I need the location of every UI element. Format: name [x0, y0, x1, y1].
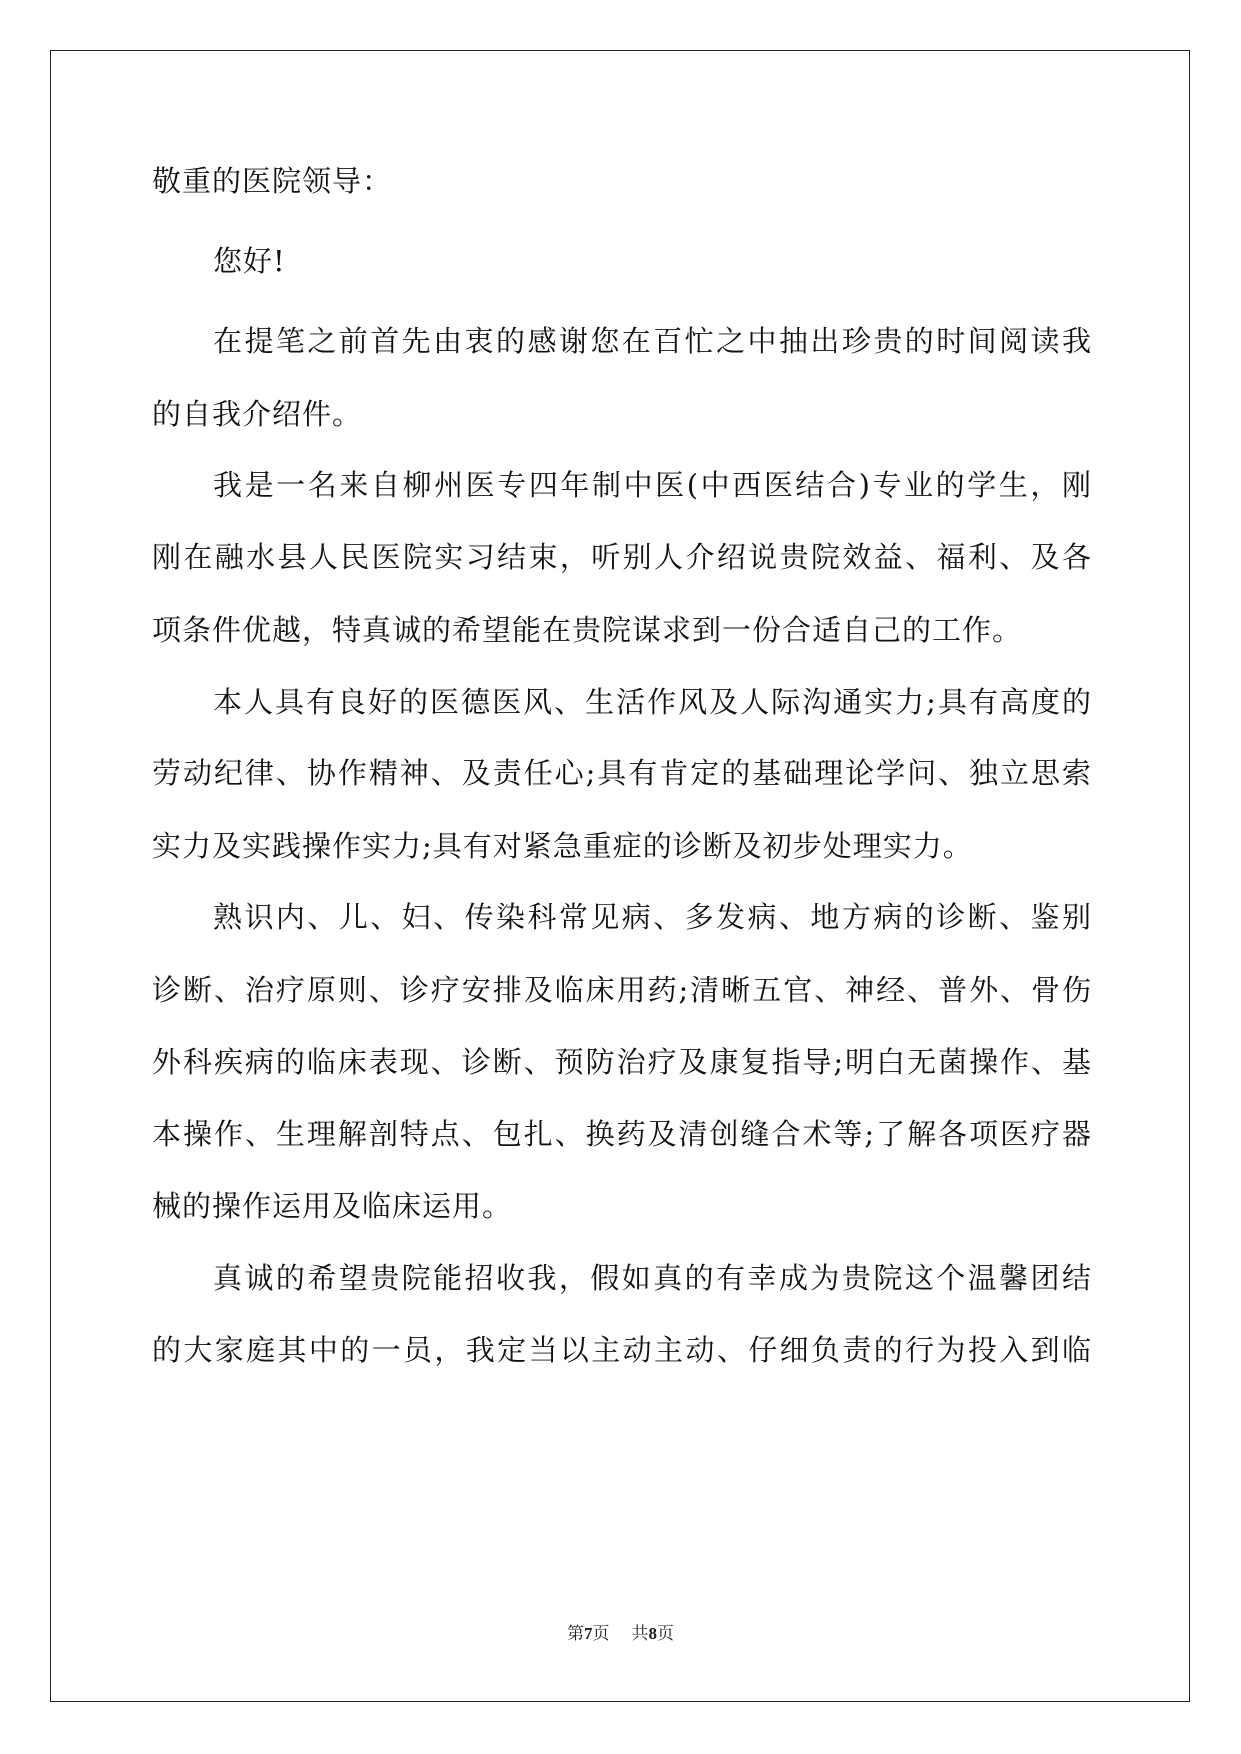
salutation: 敬重的医院领导： — [152, 164, 393, 198]
paragraph-5-line-2: 的大家庭其中的一员，我定当以主动主动、仔细负责的行为投入到临 — [152, 1333, 1092, 1367]
paragraph-2-line-3: 项条件优越，特真诚的希望能在贵院谋求到一份合适自己的工作。 — [152, 613, 1023, 647]
total-prefix: 共 — [631, 1624, 649, 1643]
page-footer — [0, 1622, 1241, 1646]
paragraph-4-line-5: 械的操作运用及临床运用。 — [152, 1189, 513, 1223]
paragraph-4-line-3: 外科疾病的临床表现、诊断、预防治疗及康复指导;明白无菌操作、基 — [152, 1045, 1092, 1079]
paragraph-1-line-2: 的自我介绍件。 — [152, 397, 363, 431]
page-current: 7 — [584, 1624, 593, 1643]
paragraph-4-line-1: 熟识内、儿、妇、传染科常见病、多发病、地方病的诊断、鉴别 — [213, 900, 1092, 934]
paragraph-2-line-1: 我是一名来自柳州医专四年制中医(中西医结合)专业的学生，刚 — [213, 468, 1092, 502]
paragraph-2-line-2: 刚在融水县人民医院实习结束，听别人介绍说贵院效益、福利、及各 — [152, 540, 1092, 574]
page-suffix: 页 — [592, 1624, 610, 1643]
paragraph-1-line-1: 在提笔之前首先由衷的感谢您在百忙之中抽出珍贵的时间阅读我 — [213, 324, 1092, 358]
paragraph-4-line-2: 诊断、治疗原则、诊疗安排及临床用药;清晰五官、神经、普外、骨伤 — [152, 973, 1092, 1007]
total-suffix: 页 — [657, 1624, 674, 1643]
paragraph-3-line-2: 劳动纪律、协作精神、及责任心;具有肯定的基础理论学问、独立思索 — [152, 756, 1092, 790]
page-border — [50, 50, 1190, 1702]
paragraph-5-line-1: 真诚的希望贵院能招收我，假如真的有幸成为贵院这个温馨团结 — [213, 1261, 1092, 1295]
paragraph-4-line-4: 本操作、生理解剖特点、包扎、换药及清创缝合术等;了解各项医疗器 — [152, 1117, 1092, 1151]
greeting: 您好! — [213, 244, 286, 278]
paragraph-3-line-1: 本人具有良好的医德医风、生活作风及人际沟通实力;具有高度的 — [213, 685, 1092, 719]
page-prefix: 第 — [567, 1624, 584, 1643]
page-total: 8 — [648, 1624, 657, 1643]
paragraph-3-line-3: 实力及实践操作实力;具有对紧急重症的诊断及初步处理实力。 — [152, 829, 973, 863]
